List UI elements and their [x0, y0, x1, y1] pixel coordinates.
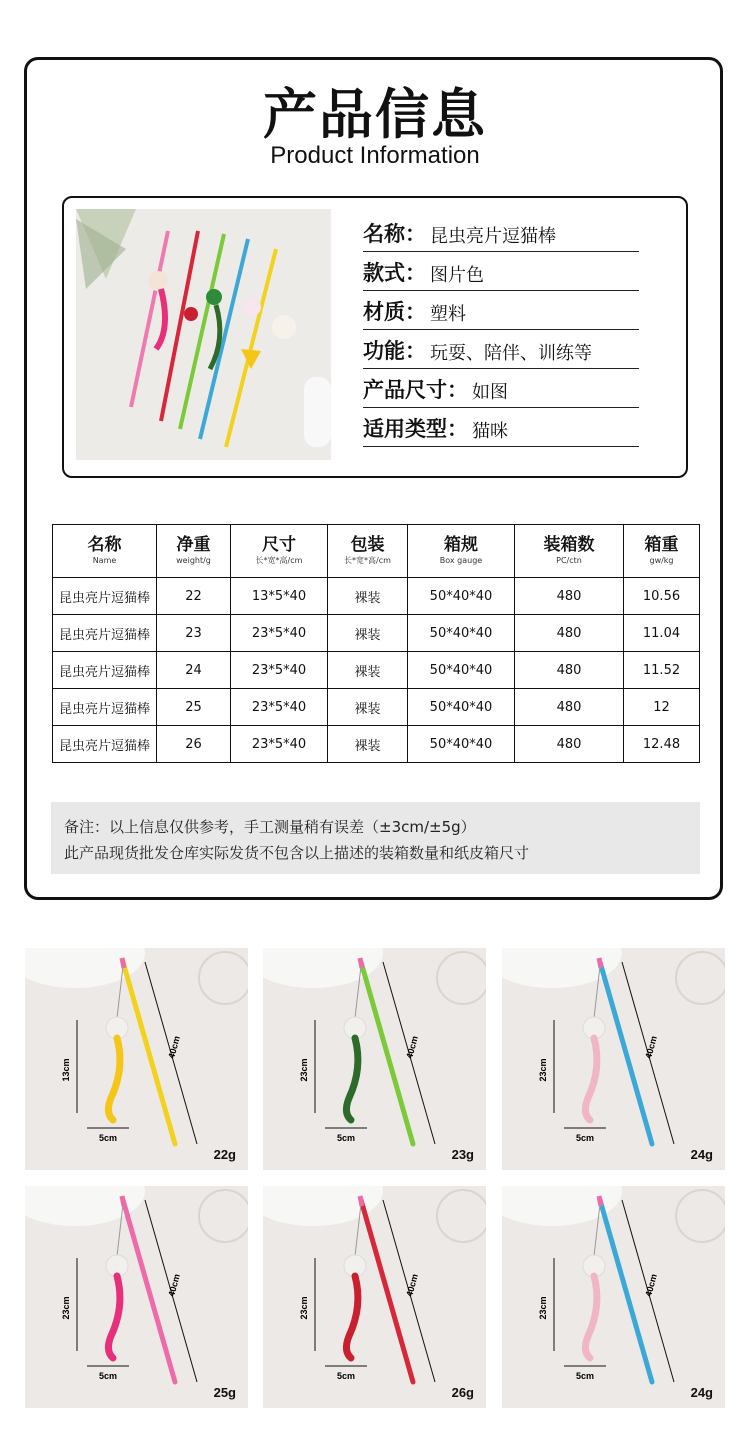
height-label: 13cm — [61, 1058, 71, 1082]
spec-size: 产品尺寸： 如图 — [363, 370, 639, 408]
toy-body — [108, 1276, 119, 1358]
note-line-1: 备注：以上信息仅供参考，手工测量稍有误差（±3cm/±5g） — [64, 818, 476, 836]
length-label: 40cm — [643, 1034, 659, 1060]
background-shell — [676, 1190, 725, 1242]
width-label: 5cm — [336, 1133, 356, 1143]
width-label: 5cm — [575, 1133, 595, 1143]
width-label: 5cm — [98, 1371, 118, 1381]
gallery-photo-2 — [263, 948, 486, 1170]
page-subtitle: Product Information — [270, 142, 480, 169]
background-shell — [437, 952, 486, 1004]
spec-suitable: 适用类型： 猫咪 — [363, 409, 639, 447]
header-package: 包装 长*宽*高/cm — [328, 525, 408, 578]
toy-body — [585, 1038, 596, 1120]
weight-label: 23g — [451, 1147, 474, 1162]
background-shell — [199, 952, 248, 1004]
length-label: 40cm — [643, 1272, 659, 1298]
gallery-photo-1 — [25, 948, 248, 1170]
table-row: 昆虫亮片逗猫棒 24 23*5*40 裸装 50*40*40 480 11.52 — [53, 652, 700, 689]
length-label: 40cm — [166, 1272, 182, 1298]
toy-body — [346, 1038, 357, 1120]
note-line-2: 此产品现货批发仓库实际发货不包含以上描述的装箱数量和纸皮箱尺寸 — [64, 844, 530, 862]
height-label: 23cm — [538, 1058, 548, 1082]
table-row: 昆虫亮片逗猫棒 22 13*5*40 裸装 50*40*40 480 10.56 — [53, 578, 700, 615]
table-row: 昆虫亮片逗猫棒 26 23*5*40 裸装 50*40*40 480 12.48 — [53, 726, 700, 763]
width-label: 5cm — [336, 1371, 356, 1381]
packing-table — [52, 524, 700, 763]
gallery-photo-6 — [502, 1186, 725, 1408]
weight-label: 25g — [213, 1385, 236, 1400]
spec-material: 材质： 塑料 — [363, 292, 639, 330]
length-label: 40cm — [166, 1034, 182, 1060]
spec-name: 名称： 昆虫亮片逗猫棒 — [363, 214, 639, 252]
background-shell — [676, 952, 725, 1004]
spec-style: 款式： 图片色 — [363, 253, 639, 291]
height-label: 23cm — [299, 1058, 309, 1082]
weight-label: 24g — [690, 1385, 713, 1400]
gallery-photo-5 — [263, 1186, 486, 1408]
table-row: 昆虫亮片逗猫棒 25 23*5*40 裸装 50*40*40 480 12 — [53, 689, 700, 726]
background-shell — [437, 1190, 486, 1242]
table-header-row — [53, 525, 700, 578]
length-label: 40cm — [404, 1034, 420, 1060]
weight-label: 22g — [213, 1147, 236, 1162]
note-box — [51, 802, 700, 874]
gallery-photo-4 — [25, 1186, 248, 1408]
height-label: 23cm — [299, 1296, 309, 1320]
width-label: 5cm — [575, 1371, 595, 1381]
weight-label: 26g — [451, 1385, 474, 1400]
weight-label: 24g — [690, 1147, 713, 1162]
header-box-weight: 箱重 gw/kg — [624, 525, 700, 578]
header-box-gauge: 箱规 Box gauge — [408, 525, 515, 578]
toy-body — [346, 1276, 357, 1358]
info-frame — [24, 57, 723, 900]
background-shell — [199, 1190, 248, 1242]
header-qty: 装箱数 PC/ctn — [515, 525, 624, 578]
page-title: 产品信息 — [263, 83, 487, 146]
spec-function: 功能： 玩耍、陪伴、训练等 — [363, 331, 639, 369]
header-weight: 净重 weight/g — [157, 525, 231, 578]
table-row: 昆虫亮片逗猫棒 23 23*5*40 裸装 50*40*40 480 11.04 — [53, 615, 700, 652]
header-name: 名称 Name — [53, 525, 157, 578]
gallery-photo-3 — [502, 948, 725, 1170]
height-label: 23cm — [538, 1296, 548, 1320]
length-label: 40cm — [404, 1272, 420, 1298]
height-label: 23cm — [61, 1296, 71, 1320]
toy-body — [585, 1276, 596, 1358]
header-size: 尺寸 长*宽*高/cm — [231, 525, 328, 578]
width-label: 5cm — [98, 1133, 118, 1143]
toy-body — [108, 1038, 119, 1120]
product-photo — [76, 209, 331, 460]
